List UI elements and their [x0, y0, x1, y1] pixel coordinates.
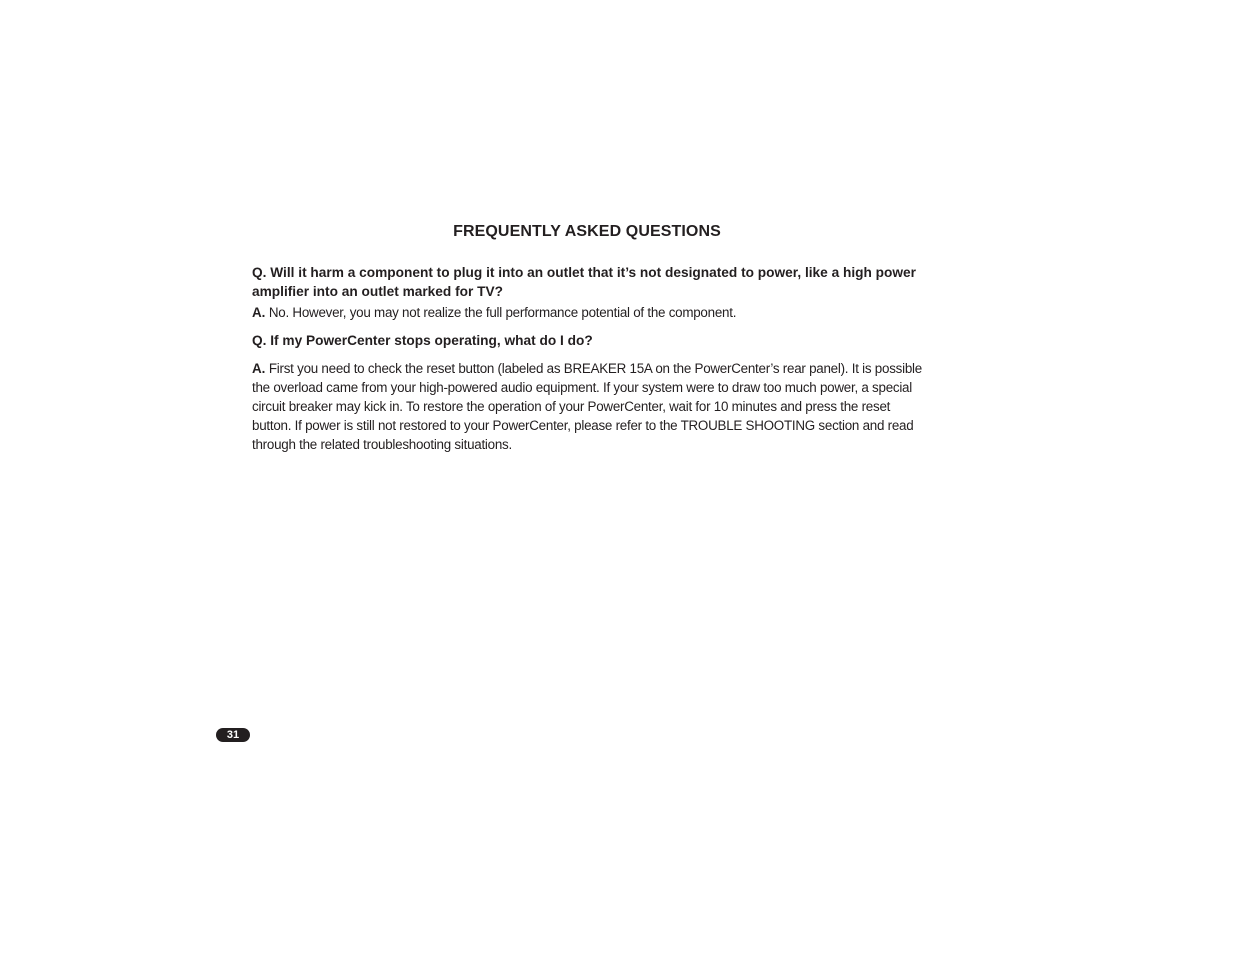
- faq-answer-1: [252, 304, 924, 323]
- page-number-badge: 31: [216, 728, 250, 742]
- faq-question-1: Q. Will it harm a component to plug it into an outlet that it’s not designated to power, like a high power amplifier into an outlet marked for TV?: [252, 265, 916, 299]
- answer-text: No. However, you may not realize the full performance potential of the component.: [265, 305, 737, 320]
- answer-text: First you need to check the reset button (labeled as BREAKER 15A on the PowerCenter’s rear panel). It is possible the overload came from your high-powered audio equipment. If your system were to draw too much power, a special circuit breaker may kick in. To restore the operation of your PowerCenter, wait for 10 minutes and press the reset button. If power is still not restored to your PowerCenter, please refer to the TROUBLE SHOOTING section and read through the related troubleshooting situations.: [252, 361, 922, 452]
- answer-prefix: A.: [252, 305, 266, 320]
- answer-prefix: A.: [252, 361, 266, 376]
- page-title: FREQUENTLY ASKED QUESTIONS: [453, 223, 721, 240]
- faq-question-2: Q. If my PowerCenter stops operating, what do I do?: [252, 333, 593, 348]
- faq-answer-2: [252, 360, 924, 455]
